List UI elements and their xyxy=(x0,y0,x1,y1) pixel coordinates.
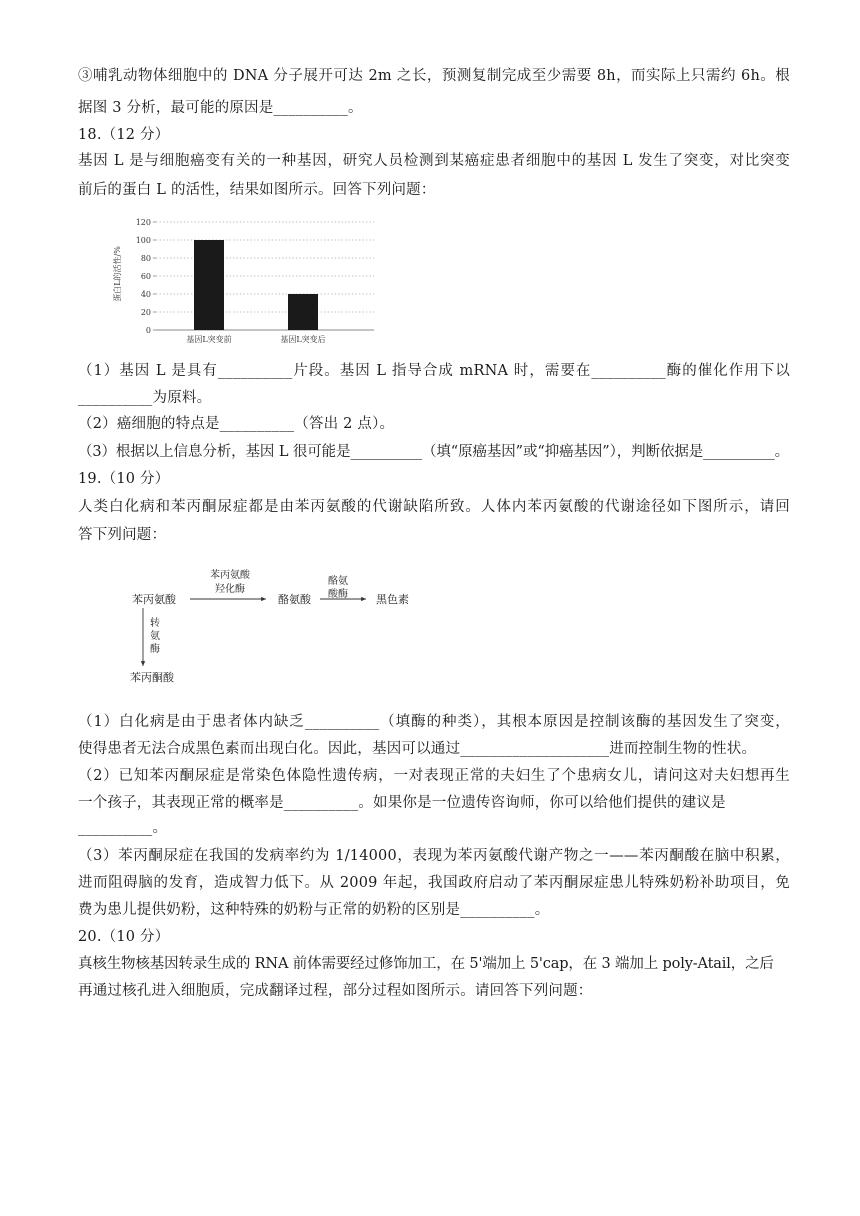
q19-part2-line-1: （2）已知苯丙酮尿症是常染色体隐性遗传病，一对表现正常的夫妇生了个患病女儿，请问这对夫妇想再生 xyxy=(78,768,790,784)
metabolic-pathway-diagram xyxy=(130,562,430,688)
chart-y-tick-label: 80 xyxy=(140,254,151,263)
q18-intro-line-2: 前后的蛋白 L 的活性，结果如图所示。回答下列问题： xyxy=(78,182,436,198)
q18-intro-line-1: 基因 L 是与细胞癌变有关的一种基因，研究人员检测到某癌症患者细胞中的基因 L 发生了突变，对比突变 xyxy=(78,153,790,169)
q18-part1-line-2: __________为原料。 xyxy=(78,390,212,406)
chart-grid xyxy=(156,222,374,330)
q19-heading: 19.（10 分） xyxy=(78,471,170,487)
chart-y-tick-label: 40 xyxy=(140,290,151,299)
q19-part1-line-1: （1）白化病是由于患者体内缺乏__________（填酶的种类），其根本原因是控制该酶的基因发生了突变， xyxy=(78,714,790,730)
q19-part3-line-3: 费为患儿提供奶粉，这种特殊的奶粉与正常的奶粉的区别是__________。 xyxy=(78,902,550,918)
q17-line-2: 据图 3 分析，最可能的原因是__________。 xyxy=(78,100,363,116)
q18-part1-line-1: （1）基因 L 是具有__________片段。基因 L 指导合成 mRNA 时，需要在__________酶的催化作用下以 xyxy=(78,363,790,379)
enzyme-transaminase-char-1: 转 xyxy=(150,618,160,629)
q20-intro-line-2: 再通过核孔进入细胞质，完成翻译过程，部分过程如图所示。请回答下列问题： xyxy=(78,983,593,999)
chart-y-tick-label: 20 xyxy=(140,308,151,317)
enzyme-transaminase-char-2: 氨 xyxy=(150,631,160,642)
enzyme-phe-hydroxylase-line-1: 苯丙氨酸 xyxy=(210,570,250,581)
q19-intro-line-1: 人类白化病和苯丙酮尿症都是由苯丙氨酸的代谢缺陷所致。人体内苯丙氨酸的代谢途径如下图所示，请回 xyxy=(78,499,790,515)
chart-y-tick-label: 60 xyxy=(140,272,151,281)
enzyme-tyrosinase-line-2: 酸酶 xyxy=(328,589,348,600)
enzyme-phe-hydroxylase-line-2: 羟化酶 xyxy=(215,584,245,595)
q19-part3-line-2: 进而阻碍脑的发育，造成智力低下。从 2009 年起，我国政府启动了苯丙酮尿症患儿特殊奶粉补助项目，免 xyxy=(78,875,790,891)
tyrosine-label: 酪氨酸 xyxy=(278,593,311,606)
phenylalanine-label: 苯丙氨酸 xyxy=(132,593,176,606)
q19-intro-line-2: 答下列问题： xyxy=(78,527,167,543)
q19-part3-line-1: （3）苯丙酮尿症在我国的发病率约为 1/14000，表现为苯丙氨酸代谢产物之一——苯丙酮酸在脑中积累， xyxy=(78,848,790,864)
chart-x-tick-label: 基因L突变前 xyxy=(186,335,232,344)
q19-part2-line-3: __________。 xyxy=(78,820,168,836)
enzyme-transaminase-char-3: 酶 xyxy=(150,644,160,655)
chart-y-tick-label: 120 xyxy=(135,218,151,227)
chart-x-tick-label: 基因L突变后 xyxy=(280,335,326,344)
q19-part2-line-2: 一个孩子，其表现正常的概率是__________。如果你是一位遗传咨询师，你可以给他们提供的建议是 xyxy=(78,795,726,811)
q20-heading: 20.（10 分） xyxy=(78,929,170,945)
enzyme-tyrosinase-line-1: 酪氨 xyxy=(328,576,348,587)
bar-chart xyxy=(108,212,388,352)
q20-intro-line-1: 真核生物核基因转录生成的 RNA 前体需要经过修饰加工，在 5'端加上 5'cap，在 3 端加上 poly-Atail，之后 xyxy=(78,956,774,972)
q18-part2: （2）癌细胞的特点是__________（答出 2 点）。 xyxy=(78,416,395,432)
phenylpyruvic-acid-label: 苯丙酮酸 xyxy=(130,671,174,684)
chart-y-axis-label: 蛋白L的活性/% xyxy=(113,246,122,302)
q18-heading: 18.（12 分） xyxy=(78,127,170,143)
chart-bar xyxy=(288,294,318,330)
chart-y-tick-label: 0 xyxy=(145,326,151,335)
q18-part3: （3）根据以上信息分析，基因 L 很可能是__________（填“原癌基因”或“抑癌基因”），判断依据是__________。 xyxy=(78,444,790,460)
chart-bar xyxy=(194,240,224,330)
chart-bars xyxy=(194,240,318,330)
q17-line-1: ③哺乳动物体细胞中的 DNA 分子展开可达 2m 之长，预测复制完成至少需要 8h，而实际上只需约 6h。根 xyxy=(78,68,790,84)
chart-x-labels xyxy=(186,334,325,344)
q19-part1-line-2: 使得患者无法合成黑色素而出现白化。因此，基因可以通过____________________进而控制生物的性状。 xyxy=(78,741,757,757)
melanin-label: 黑色素 xyxy=(376,593,409,606)
chart-y-ticks xyxy=(136,218,156,335)
chart-y-tick-label: 100 xyxy=(135,236,151,245)
